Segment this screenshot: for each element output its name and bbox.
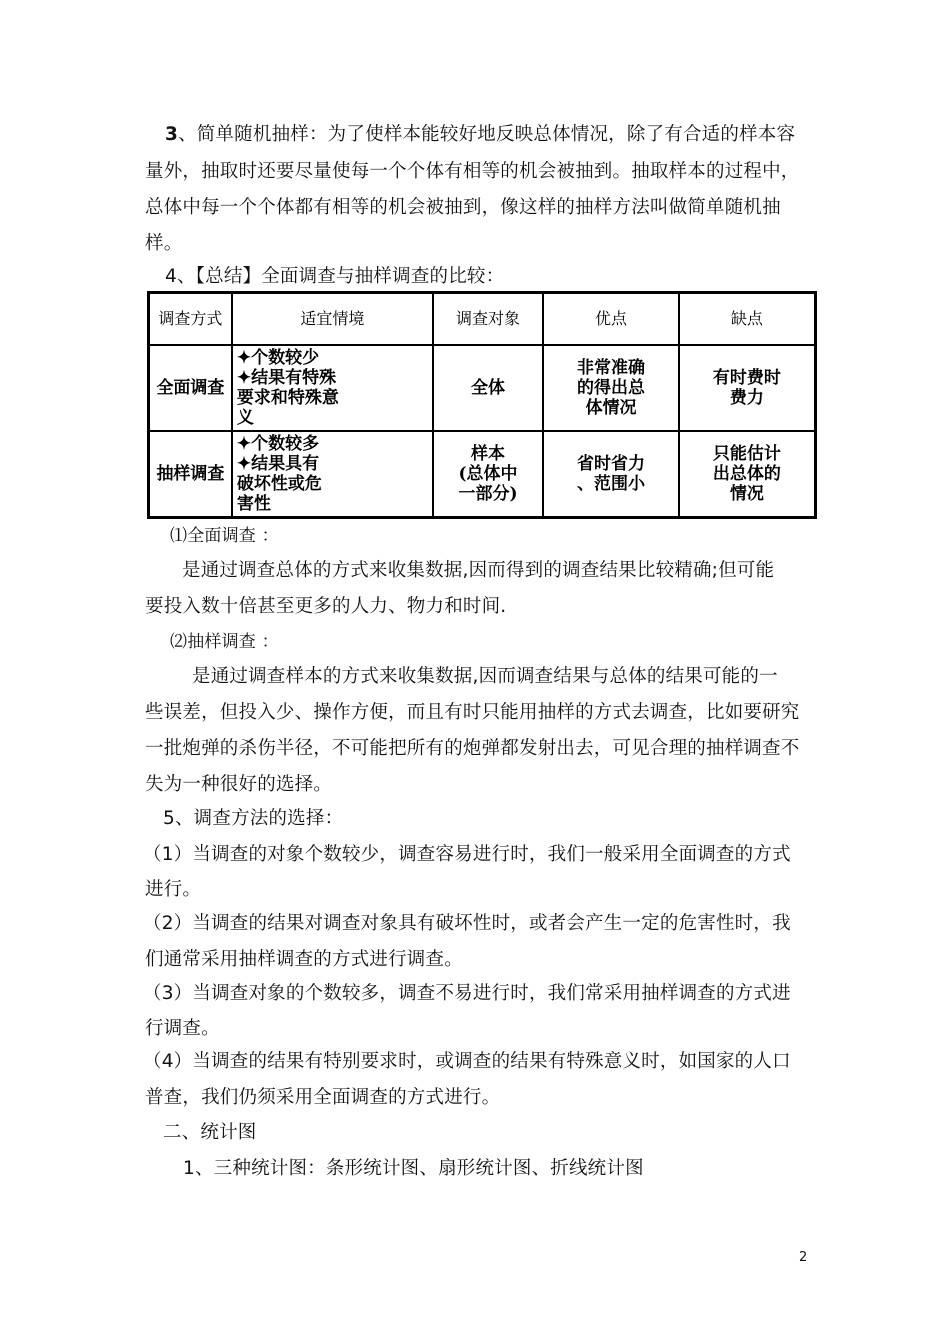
full-survey-label: ⑴全面调查 ： bbox=[170, 526, 279, 546]
full-survey-line-2: 要投入数十倍甚至更多的人力、物力和时间. bbox=[145, 596, 507, 617]
section5-item-3-line-1: （3）当调查对象的个数较多，调查不易进行时，我们常采用抽样调查的方式进 bbox=[143, 983, 791, 1004]
section5-item-1-line-2: 进行。 bbox=[145, 879, 202, 900]
header-method: 调查方式 bbox=[149, 293, 232, 345]
section3-line-2: 量外，抽取时还要尽量使每一个个体有相等的机会被抽到。抽取样本的过程中， bbox=[145, 161, 800, 182]
section3-line-4: 样。 bbox=[145, 233, 183, 254]
section4-heading: 4、【总结】全面调查与抽样调查的比较： bbox=[165, 266, 505, 287]
table-row bbox=[149, 345, 816, 431]
row1-disadvantage: 有时费时 费力 bbox=[679, 345, 816, 431]
row2-method: 抽样调查 bbox=[149, 431, 232, 518]
row2-situation: ✦个数较多 ✦结果具有 破坏性或危 害性 bbox=[232, 431, 433, 518]
comparison-table bbox=[147, 291, 817, 519]
section5-item-2-line-2: 们通常采用抽样调查的方式进行调查。 bbox=[145, 949, 463, 970]
sample-survey-label: ⑵抽样调查 ： bbox=[170, 632, 279, 652]
section5-item-1-line-1: （1）当调查的对象个数较少，调查容易进行时，我们一般采用全面调查的方式 bbox=[143, 844, 791, 865]
section3-line-1: 3、简单随机抽样：为了使样本能较好地反映总体情况，除了有合适的样本容 bbox=[165, 124, 796, 145]
row2-object: 样本 (总体中 一部分) bbox=[433, 431, 543, 518]
section5-item-4-line-1: （4）当调查的结果有特别要求时，或调查的结果有特殊意义时，如国家的人口 bbox=[143, 1051, 791, 1072]
full-survey-line-1: 是通过调查总体的方式来收集数据,因而得到的调查结果比较精确;但可能 bbox=[182, 560, 775, 581]
sample-survey-line-4: 失为一种很好的选择。 bbox=[145, 774, 333, 795]
row2-disadvantage: 只能估计 出总体的 情况 bbox=[679, 431, 816, 518]
part2-heading: 二、统计图 bbox=[163, 1122, 257, 1143]
row2-advantage: 省时省力 、范围小 bbox=[543, 431, 679, 518]
row1-situation: ✦个数较少 ✦结果有特殊 要求和特殊意 义 bbox=[232, 345, 433, 431]
header-disadvantage: 缺点 bbox=[679, 293, 816, 345]
row1-object: 全体 bbox=[433, 345, 543, 431]
section3-line-3: 总体中每一个个体都有相等的机会被抽到，像这样的抽样方法叫做简单随机抽 bbox=[145, 197, 781, 218]
header-object: 调查对象 bbox=[433, 293, 543, 345]
row1-advantage: 非常准确 的得出总 体情况 bbox=[543, 345, 679, 431]
section5-heading: 5、调查方法的选择： bbox=[163, 808, 344, 829]
section5-item-3-line-2: 行调查。 bbox=[145, 1018, 220, 1039]
section3-number: 3 bbox=[165, 124, 179, 145]
page-number: 2 bbox=[799, 1250, 808, 1265]
table-header-row bbox=[149, 293, 816, 345]
header-advantage: 优点 bbox=[543, 293, 679, 345]
sample-survey-line-3: 一批炮弹的杀伤半径，不可能把所有的炮弹都发射出去，可见合理的抽样调查不 bbox=[145, 738, 800, 759]
sample-survey-line-1: 是通过调查样本的方式来收集数据,因而调查结果与总体的结果可能的一 bbox=[192, 666, 778, 687]
part2-item-1: 1、三种统计图：条形统计图、扇形统计图、折线统计图 bbox=[183, 1158, 644, 1179]
section5-item-2-line-1: （2）当调查的结果对调查对象具有破坏性时，或者会产生一定的危害性时，我 bbox=[143, 913, 791, 934]
section5-item-4-line-2: 普查，我们仍须采用全面调查的方式进行。 bbox=[145, 1087, 501, 1108]
header-situation: 适宜情境 bbox=[232, 293, 433, 345]
row1-method: 全面调查 bbox=[149, 345, 232, 431]
table-row bbox=[149, 431, 816, 518]
sample-survey-line-2: 些误差，但投入少、操作方便，而且有时只能用抽样的方式去调查，比如要研究 bbox=[145, 702, 800, 723]
